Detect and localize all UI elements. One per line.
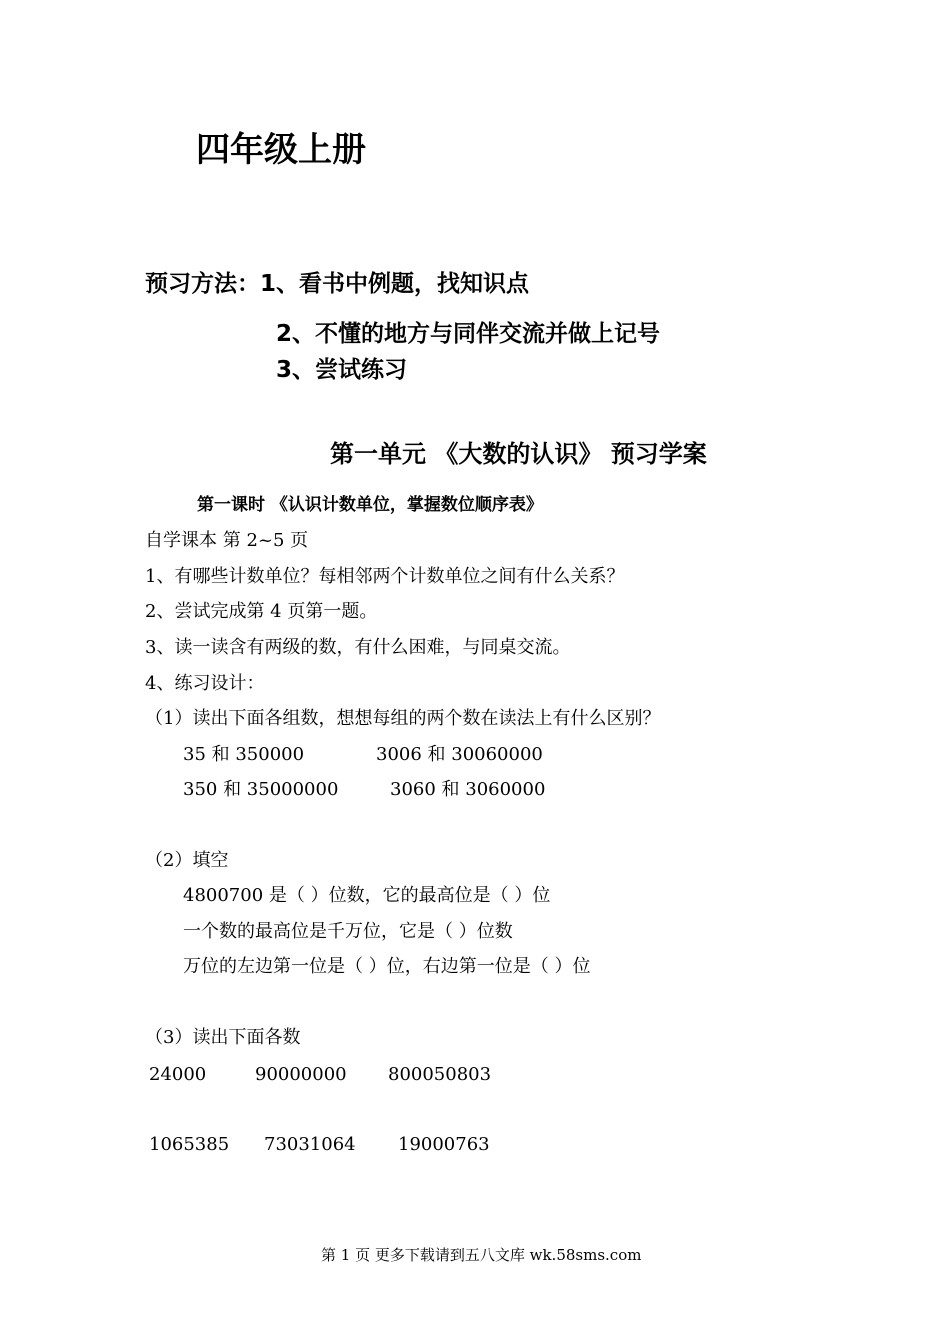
exercise2-line-3: 万位的左边第一位是（ ）位，右边第一位是（ ）位 — [183, 956, 591, 977]
exercise1-row1-a: 35 和 350000 — [183, 744, 305, 765]
exercise2-prompt: （2）填空 — [145, 850, 229, 871]
exercise2-line-2: 一个数的最高位是千万位，它是（ ）位数 — [183, 921, 513, 942]
question-3: 3、读一读含有两级的数，有什么困难，与同桌交流。 — [145, 637, 571, 658]
exercise3-number: 90000000 — [255, 1064, 347, 1085]
exercise3-number: 19000763 — [398, 1134, 490, 1155]
self-study-line: 自学课本 第 2~5 页 — [145, 530, 309, 551]
exercise2-line-1: 4800700 是（ ）位数，它的最高位是（ ）位 — [183, 885, 551, 906]
page-title: 四年级上册 — [196, 130, 366, 170]
exercise1-prompt: （1）读出下面各组数，想想每组的两个数在读法上有什么区别？ — [145, 708, 661, 729]
lesson-title: 第一课时 《认识计数单位，掌握数位顺序表》 — [197, 495, 543, 515]
exercise1-row1-b: 3006 和 30060000 — [376, 744, 543, 765]
exercise3-number: 73031064 — [264, 1134, 356, 1155]
exercise3-number: 24000 — [149, 1064, 207, 1085]
exercise1-row2-b: 3060 和 3060000 — [390, 779, 546, 800]
method-line-3: 3、尝试练习 — [276, 357, 408, 383]
method-line-2: 2、不懂的地方与同伴交流并做上记号 — [276, 321, 661, 347]
page-footer: 第 1 页 更多下载请到五八文库 wk.58sms.com — [321, 1246, 642, 1264]
question-1: 1、有哪些计数单位？每相邻两个计数单位之间有什么关系？ — [145, 566, 625, 587]
unit-title: 第一单元 《大数的认识》 预习学案 — [330, 440, 707, 468]
question-2: 2、尝试完成第 4 页第一题。 — [145, 601, 378, 622]
method-line-1: 预习方法：1、看书中例题，找知识点 — [145, 271, 530, 297]
exercise3-number: 800050803 — [388, 1064, 492, 1085]
exercise3-number: 1065385 — [149, 1134, 230, 1155]
question-4: 4、练习设计： — [145, 673, 265, 694]
exercise3-prompt: （3）读出下面各数 — [145, 1027, 301, 1048]
exercise1-row2-a: 350 和 35000000 — [183, 779, 339, 800]
